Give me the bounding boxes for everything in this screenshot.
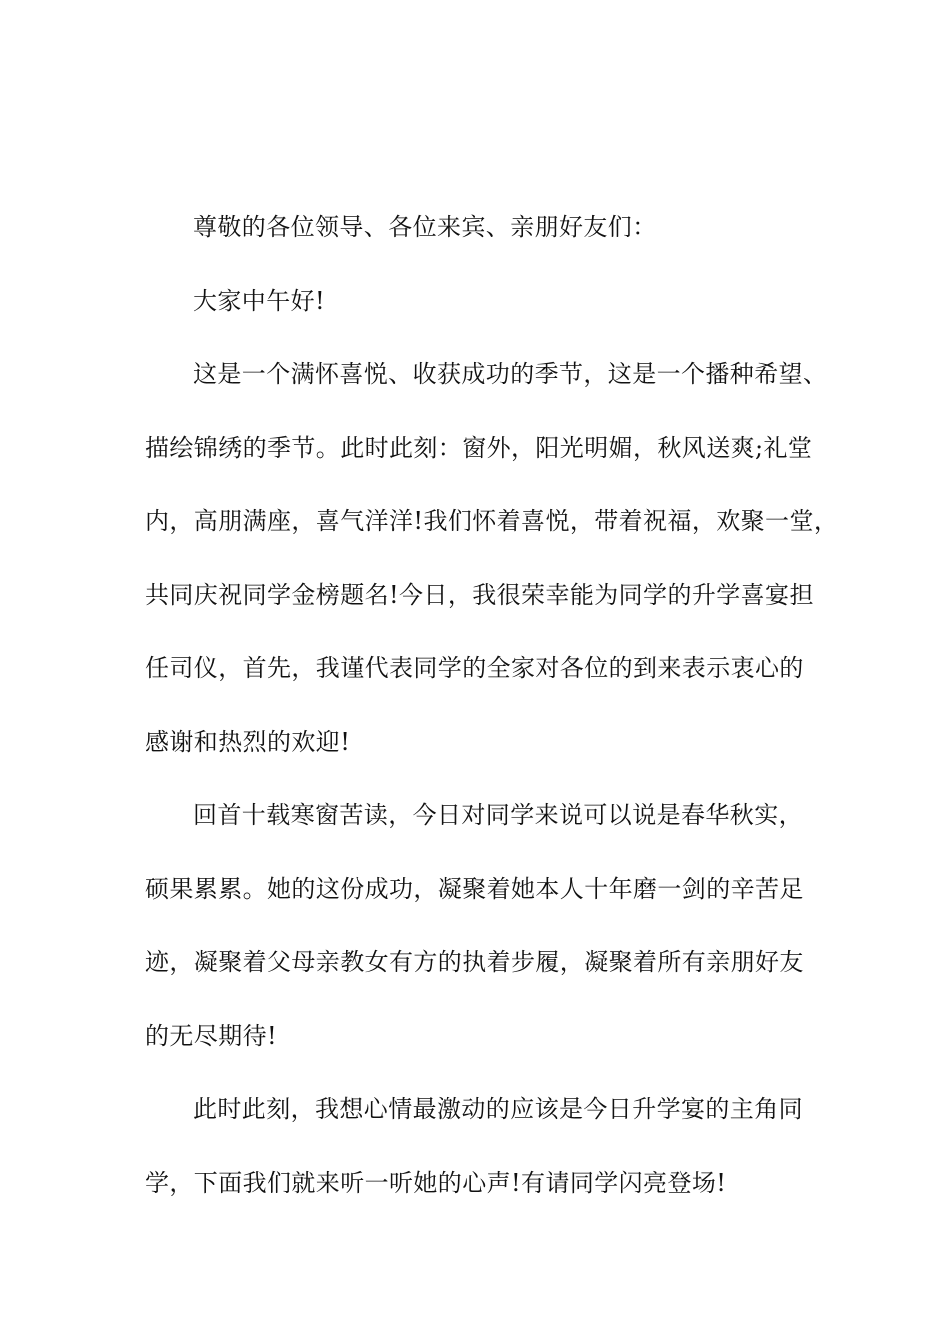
document-body (145, 204, 839, 1233)
paragraph-2-line-1: 回首十载寒窗苦读，今日对同学来说可以说是春华秋实， (193, 801, 803, 829)
paragraph-1-line-6: 感谢和热烈的欢迎! (145, 727, 351, 756)
paragraph-1-line-5: 任司仪，首先，我谨代表同学的全家对各位的到来表示衷心的 (145, 654, 804, 682)
paragraph-1-line-1: 这是一个满怀喜悦、收获成功的季节，这是一个播种希望、 (193, 360, 828, 388)
paragraph-1-line-4: 共同庆祝同学金榜题名!今日，我很荣幸能为同学的升学喜宴担 (145, 580, 814, 609)
paragraph-3-line-2: 学，下面我们就来听一听她的心声!有请同学闪亮登场! (145, 1168, 727, 1197)
paragraph-2-line-2: 硕果累累。她的这份成功，凝聚着她本人十年磨一剑的辛苦足 (145, 874, 804, 903)
paragraph-3-line-1: 此时此刻，我想心情最激动的应该是今日升学宴的主角同 (193, 1095, 803, 1123)
paragraph-1-line-3: 内，高朋满座，喜气洋洋!我们怀着喜悦，带着祝福，欢聚一堂， (145, 507, 839, 535)
paragraph-2-line-3: 迹，凝聚着父母亲教女有方的执着步履，凝聚着所有亲朋好友 (145, 948, 804, 976)
greeting-line: 大家中午好! (193, 286, 326, 315)
paragraph-2-line-4: 的无尽期待! (145, 1021, 278, 1050)
salutation-line: 尊敬的各位领导、各位来宾、亲朋好友们： (193, 213, 657, 241)
paragraph-1-line-2: 描绘锦绣的季节。此时此刻：窗外，阳光明媚，秋风送爽;礼堂 (145, 433, 813, 462)
